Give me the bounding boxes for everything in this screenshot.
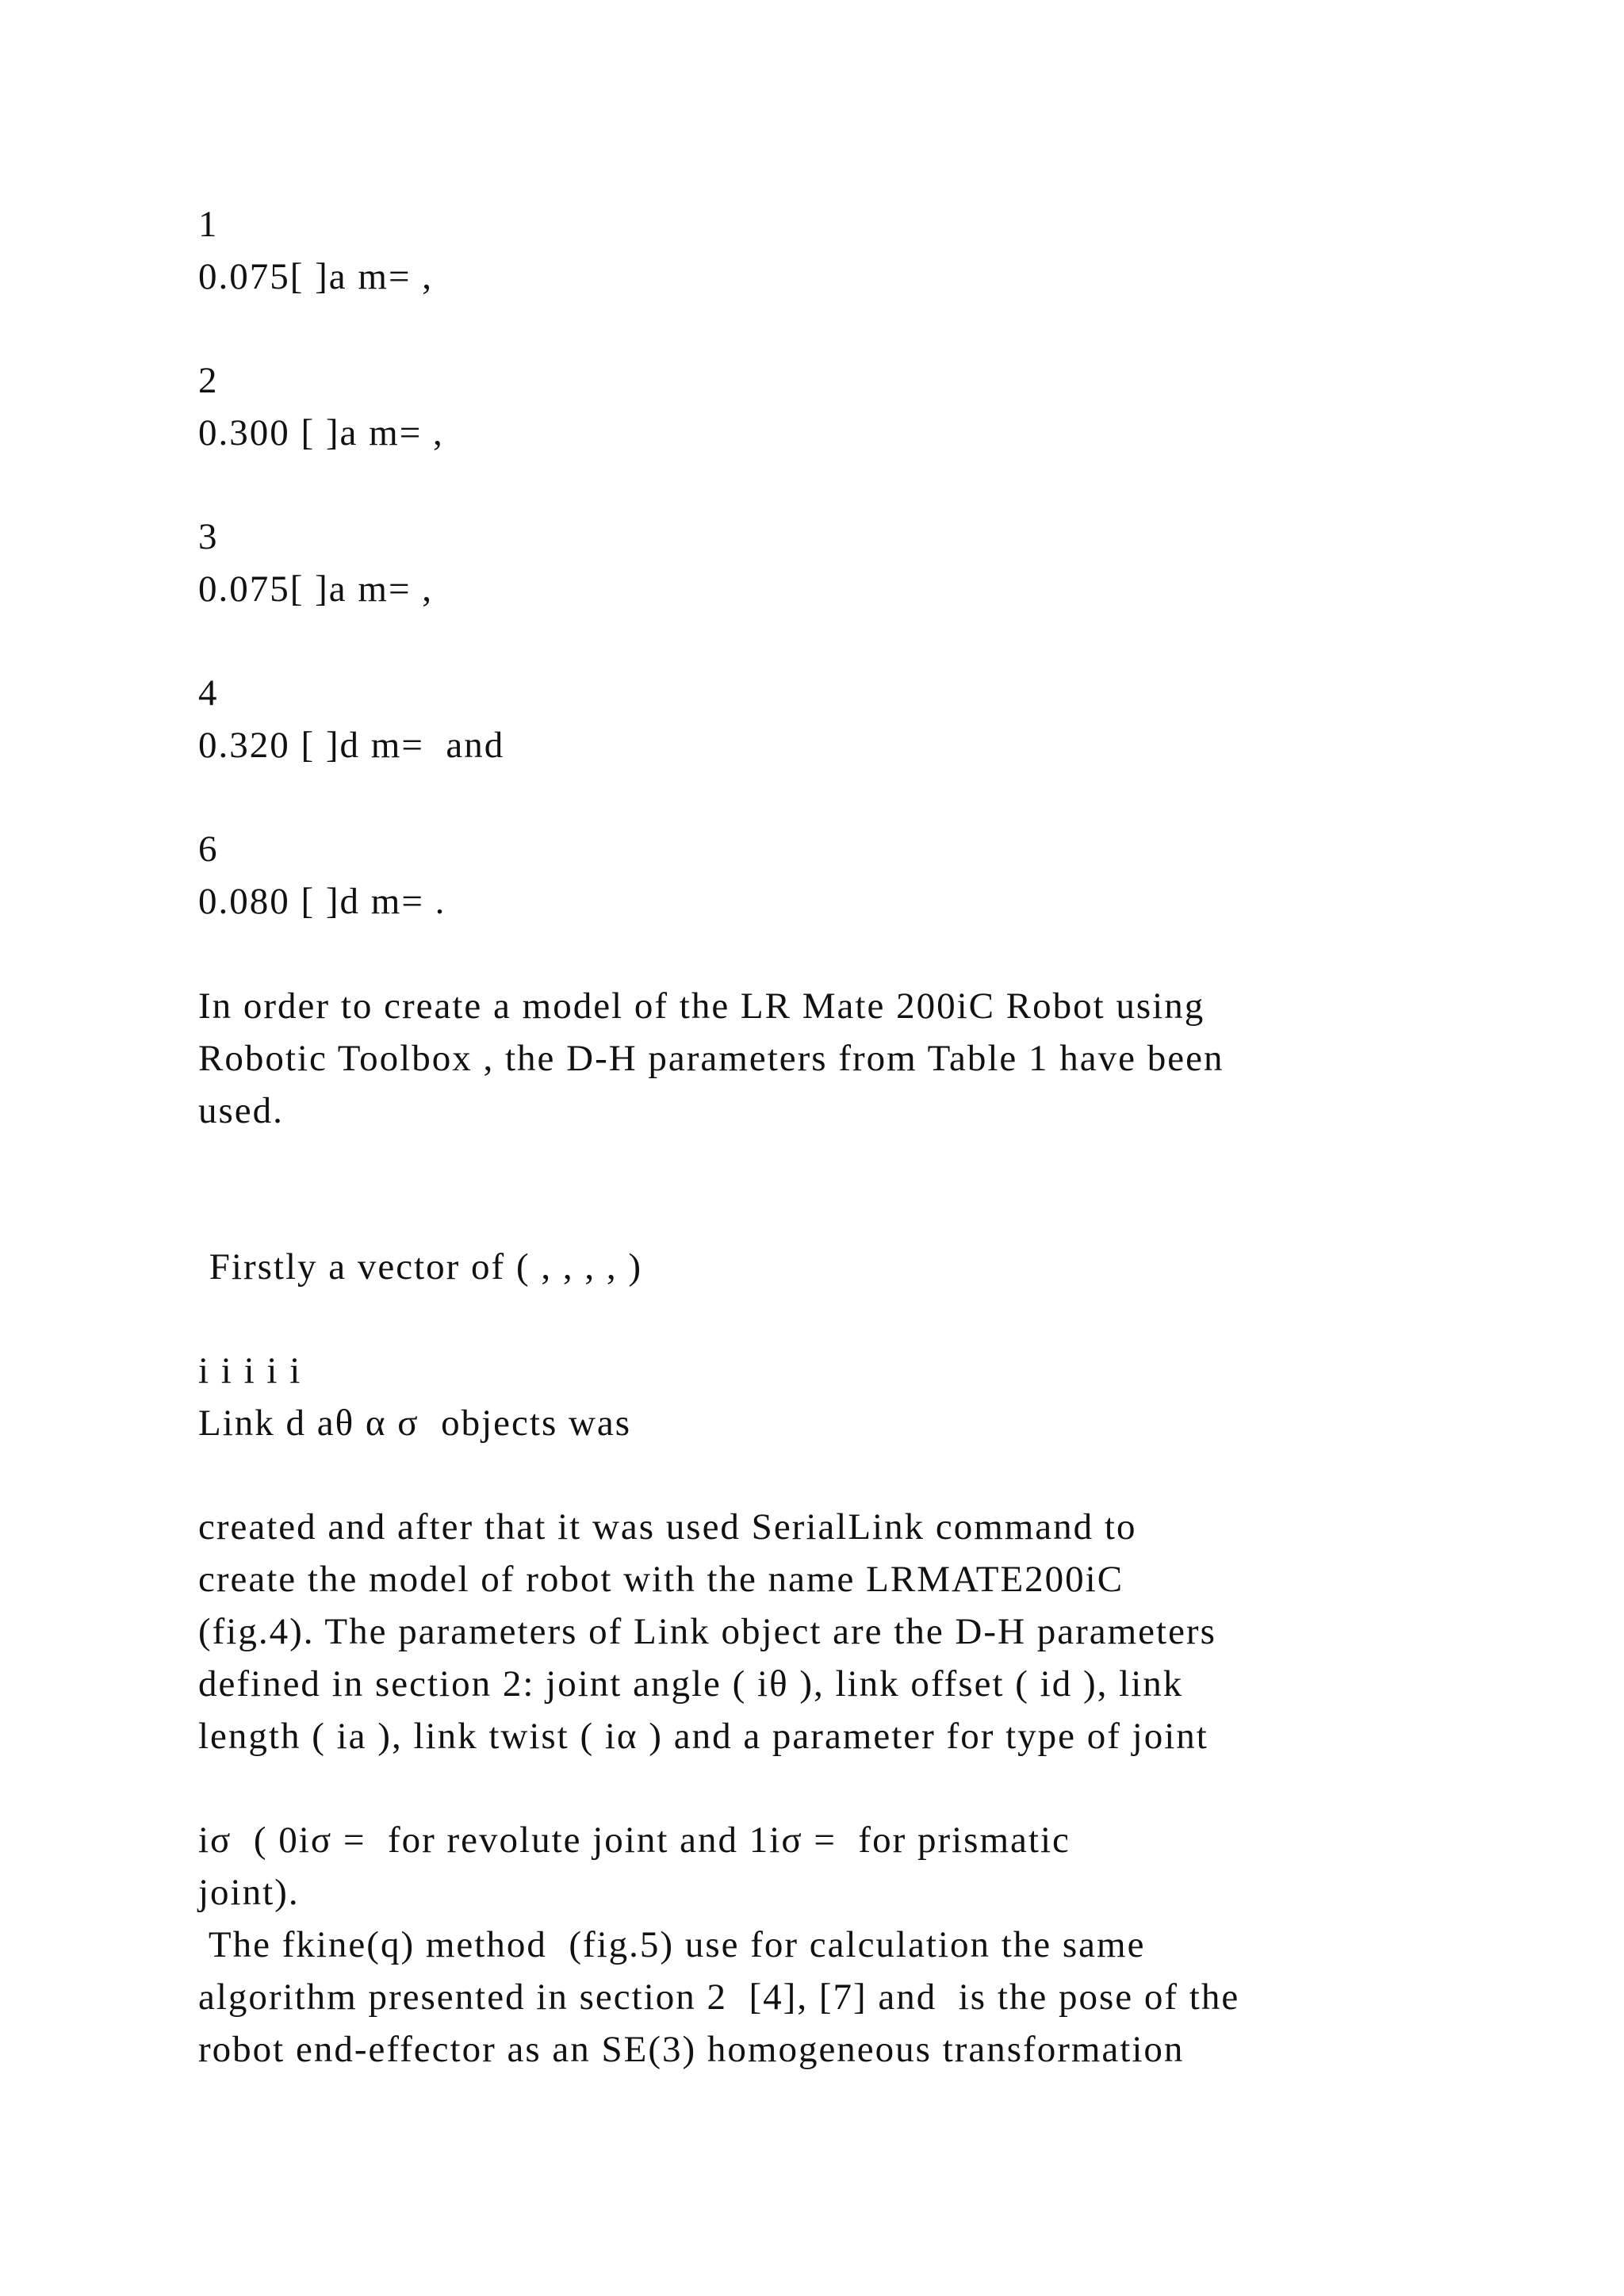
- text-line: 6: [198, 828, 219, 870]
- text-line: 3: [198, 516, 219, 557]
- text-line: (fig.4). The parameters of Link object are the D-H parameters: [198, 1611, 1216, 1652]
- text-line: 0.300 [ ]a m= ,: [198, 412, 444, 453]
- text-line: 0.320 [ ]d m= and: [198, 725, 505, 766]
- text-line: create the model of robot with the name LRMATE200iC: [198, 1559, 1124, 1600]
- text-line: 0.075[ ]a m= ,: [198, 256, 433, 297]
- text-line: 0.080 [ ]d m= .: [198, 881, 446, 922]
- text-line: Robotic Toolbox , the D-H parameters from Table 1 have been: [198, 1038, 1224, 1079]
- text-line: 1: [198, 204, 219, 245]
- text-line: Link d aθ α σ objects was: [198, 1402, 632, 1444]
- text-line: i i i i i: [198, 1350, 302, 1391]
- text-line: algorithm presented in section 2 [4], [7] and is the pose of the: [198, 1976, 1240, 2018]
- text-line: 0.075[ ]a m= ,: [198, 568, 433, 610]
- text-line: joint).: [198, 1872, 300, 1913]
- text-line: 2: [198, 360, 219, 401]
- text-line: used.: [198, 1090, 284, 1131]
- text-line: Firstly a vector of ( , , , , ): [198, 1246, 643, 1288]
- text-line: robot end-effector as an SE(3) homogeneous transformation: [198, 2029, 1185, 2070]
- text-line: In order to create a model of the LR Mate 200iC Robot using: [198, 985, 1205, 1027]
- text-line: 4: [198, 672, 219, 714]
- text-line: iσ ( 0iσ = for revolute joint and 1iσ = for prismatic: [198, 1820, 1071, 1861]
- text-line: length ( ia ), link twist ( iα ) and a parameter for type of joint: [198, 1716, 1208, 1757]
- text-line: The fkine(q) method (fig.5) use for calculation the same: [198, 1924, 1146, 1965]
- text-line: defined in section 2: joint angle ( iθ ), link offset ( id ), link: [198, 1663, 1184, 1705]
- text-line: created and after that it was used SerialLink command to: [198, 1506, 1137, 1548]
